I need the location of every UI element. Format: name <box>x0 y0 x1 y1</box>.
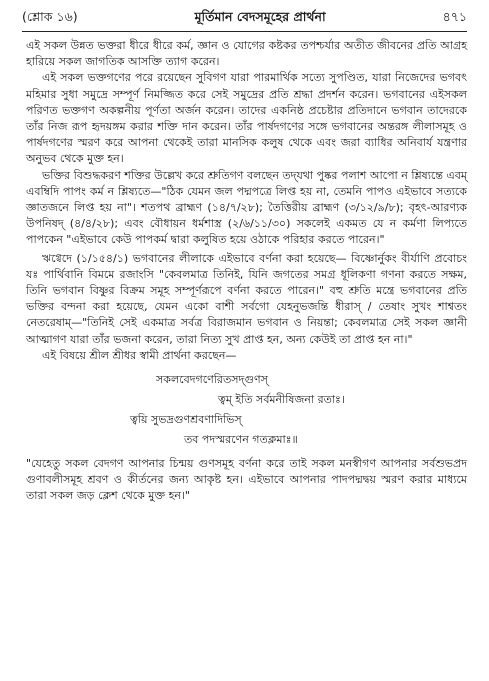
paragraph-1: এই সকল উন্নত ভক্তরা ধীরে ধীরে কর্ম, জ্ঞান ও যোগের কষ্টকর তপশ্চর্যার অতীত জীবনের প্রতি আগ্রহ হারিয়ে সকল জাগতিক আসক্তি ত্যাগ করেন। <box>26 39 467 69</box>
page-body <box>26 38 467 505</box>
chapter-title: মূর্তিমান বেদসমূহের প্রার্থনা <box>194 9 326 24</box>
verse-line-1: সকলবেদগণেরিতসদ্‌গুণস্ <box>156 373 268 387</box>
paragraph-2: এই সকল ভক্তগণের পরে রয়েছেন সুবিগণ যারা পারমার্থিক সত্যে সুপণ্ডিত, যারা নিজেদের ভগবৎ মহিমার সুধা সমুদ্রে সম্পূর্ণ নিমজ্জিত করে সেই সমুদ্রের প্রতি শ্রদ্ধা প্রদর্শন করেন। ভগবানের এইসকল পরিণত ভক্তগণ অকল্পনীয় পূর্ণতা অর্জন করেন। তাদের একনিষ্ঠ প্রচেষ্টার প্রতিদানে ভগবান তাদেরকে তাঁর নিজ রূপ হৃদয়ঙ্গম করার শক্তি দান করেন। তাঁর পার্ষদগণের সঙ্গে ভগবানের অন্তরঙ্গ লীলাসমূহ ও পার্ষদগণের স্মরণ করে আপনা থেকেই তারা মানসিক কলুষ থেকে এবং জরা ব্যাধির অনিবার্য যন্ত্রণার অনুভব থেকে মুক্ত হন। <box>26 71 467 166</box>
paragraph-5: এই বিষয়ে শ্রীল শ্রীধর স্বামী প্রার্থনা করছেন— <box>42 348 237 362</box>
sanskrit-verse <box>26 370 467 450</box>
page-number: ৪৭১ <box>442 9 467 24</box>
paragraph-3: ভক্তির বিশুদ্ধকরণ শক্তির উল্লেখ করে শ্রুতিগণ বলছেন তদ্‌যথা পুষ্কর পলাশ আপো ন শ্লিষ্যন্তে এবম্ এবম্বিদি পাপং কর্ম ন শ্লিষ্যতে—"ঠিক যেমন জল পদ্মপত্রে লিপ্ত হয় না, তেমনি পাপও এইভাবে সত্যকে জ্ঞাতজনে লিপ্ত হয় না"। শতপথ ব্রাহ্মণ (১৪/৭/২৮); তৈত্তিরীয় ব্রাহ্মণ (৩/১২/৯/৮); বৃহৎ-আরণ্যক উপনিষদ্ (৪/৪/২৮); এবং বৌধায়ন ধর্মশাস্ত্র (২/৬/১১/৩০) সকলেই একমত যে ন কর্মণা লিপ্যতে পাপকেন "এইভাবে কেউ পাপকর্ম দ্বারা কলুষিত হয়ে ওঠাকে পরিহার করতে পারেন।" <box>26 168 467 247</box>
paragraph-4: ঋগ্বেদে (১/১৫৪/১) ভগবানের লীলাকে এইভাবে বর্ণনা করা হয়েছে— বিষ্ণোর্নুকং বীর্যাণি প্রবোচং যঃ পার্থিবানি বিমমে রজাংসি "কেবলমাত্র তিনিই, যিনি জগতের সমগ্র ধূলিকণা গণনা করতে সক্ষম, তিনি ভগবান বিষ্ণুর বিক্রম সমূহ সম্পূর্ণরূপে বর্ণনা করতে পারেন।" বহু শ্রুতি মন্ত্রে ভগবানের প্রতি ভক্তির বন্দনা করা হয়েছে, যেমন একো বাশী সর্বগো যেহনুভজন্তি ধীরাস্ / তেষাং সুখং শাশ্বতং নেতরেষাম্—"তিনিই সেই একমাত্র সর্বত্র বিরাজমান ভগবান ও নিয়ন্তা; কেবলমাত্র সেই সকল জ্ঞানী আত্মাগণ যারা তাঁর ভজনা করেন, তারা নিত্য সুখ প্রাপ্ত হন, অন্য কেউই তা প্রাপ্ত হন না।" <box>26 251 467 346</box>
verse-line-4: তব পদস্মরণেন গতক্লমাঃ॥ <box>184 433 298 447</box>
page-header <box>22 8 467 30</box>
verse-line-2: ত্বম্ ইতি সর্বমনীষিজনা রতাঃ। <box>218 393 345 407</box>
verse-reference: (শ্লোক ১৬) <box>22 9 78 24</box>
verse-line-3: ত্বয়ি সুভদ্রগুণশ্রবণাদিভিস্ <box>130 413 242 427</box>
verse-translation: "যেহেতু সকল বেদগণ আপনার চিন্ময় গুণসমূহ বর্ণনা করে তাই সকল মনস্বীগণ আপনার সর্বশুভপ্রদ গুণাবলীসমূহ শ্রবণ ও কীর্তনের জন্য আকৃষ্ট হন। এইভাবে আপনার পাদপদ্মদ্বয় স্মরণ করার মাধ্যমে তারা সকল জড় ক্লেশ থেকে মুক্ত হন।" <box>26 457 467 503</box>
header-divider <box>22 31 467 32</box>
